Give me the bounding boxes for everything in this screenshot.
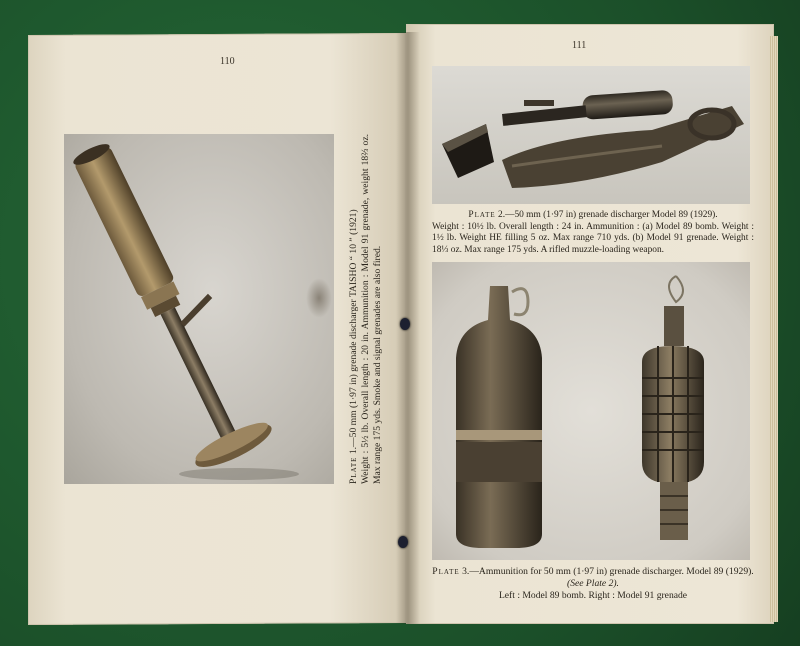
- plate1-caption: [348, 134, 404, 484]
- plate3-title: 3.—Ammunition for 50 mm (1·97 in) grenade discharger. Model 89 (1929).: [462, 566, 754, 577]
- plate2-title: 2.—50 mm (1·97 in) grenade discharger Model 89 (1929).: [498, 210, 718, 220]
- open-booklet: [28, 22, 778, 627]
- page-edges: [770, 36, 778, 622]
- plate2-specs: Weight : 10½ lb. Overall length : 24 in. Ammunition : (a) Model 89 bomb. Weight : 1½ lb. Weight HE filling 5 oz. Max range 710 yds. (b) Model 91 grenade. Weight : 18⅓ oz. Max range 175 yds. A rifled muzzle-loading weapon.: [432, 221, 754, 255]
- plate3-caption: [432, 566, 754, 602]
- plate3-see-also: (See Plate 2).: [567, 578, 619, 589]
- grenade-discharger-taisho-image: [64, 134, 334, 484]
- plate1-title: 1.—50 mm (1·97 in) grenade discharger TAISHO “ 10 ” (1921): [348, 209, 359, 455]
- plate2-photo: [432, 66, 750, 204]
- plate1-specs: Weight : 5½ lb. Overall length : 20 in. Ammunition : Model 91 grenade, weight 18⅔ oz. Max range 175 yds. Smoke and signal grenades are also fired.: [360, 134, 383, 484]
- ammunition-image: [432, 262, 750, 560]
- plate1-photo: [64, 134, 334, 484]
- plate2-caption: [432, 210, 754, 256]
- plate1-label: Plate: [348, 456, 359, 484]
- stain: [306, 278, 332, 318]
- page-number-right: 111: [572, 40, 587, 51]
- plate3-legend: Left : Model 89 bomb. Right : Model 91 grenade: [498, 590, 688, 601]
- staple-bottom: [398, 536, 408, 548]
- page-number-left: 110: [220, 56, 235, 67]
- plate2-label: Plate: [468, 210, 496, 220]
- plate3-photo: [432, 262, 750, 560]
- grenade-discharger-model-89-image: [432, 66, 750, 204]
- plate3-label: Plate: [432, 566, 460, 577]
